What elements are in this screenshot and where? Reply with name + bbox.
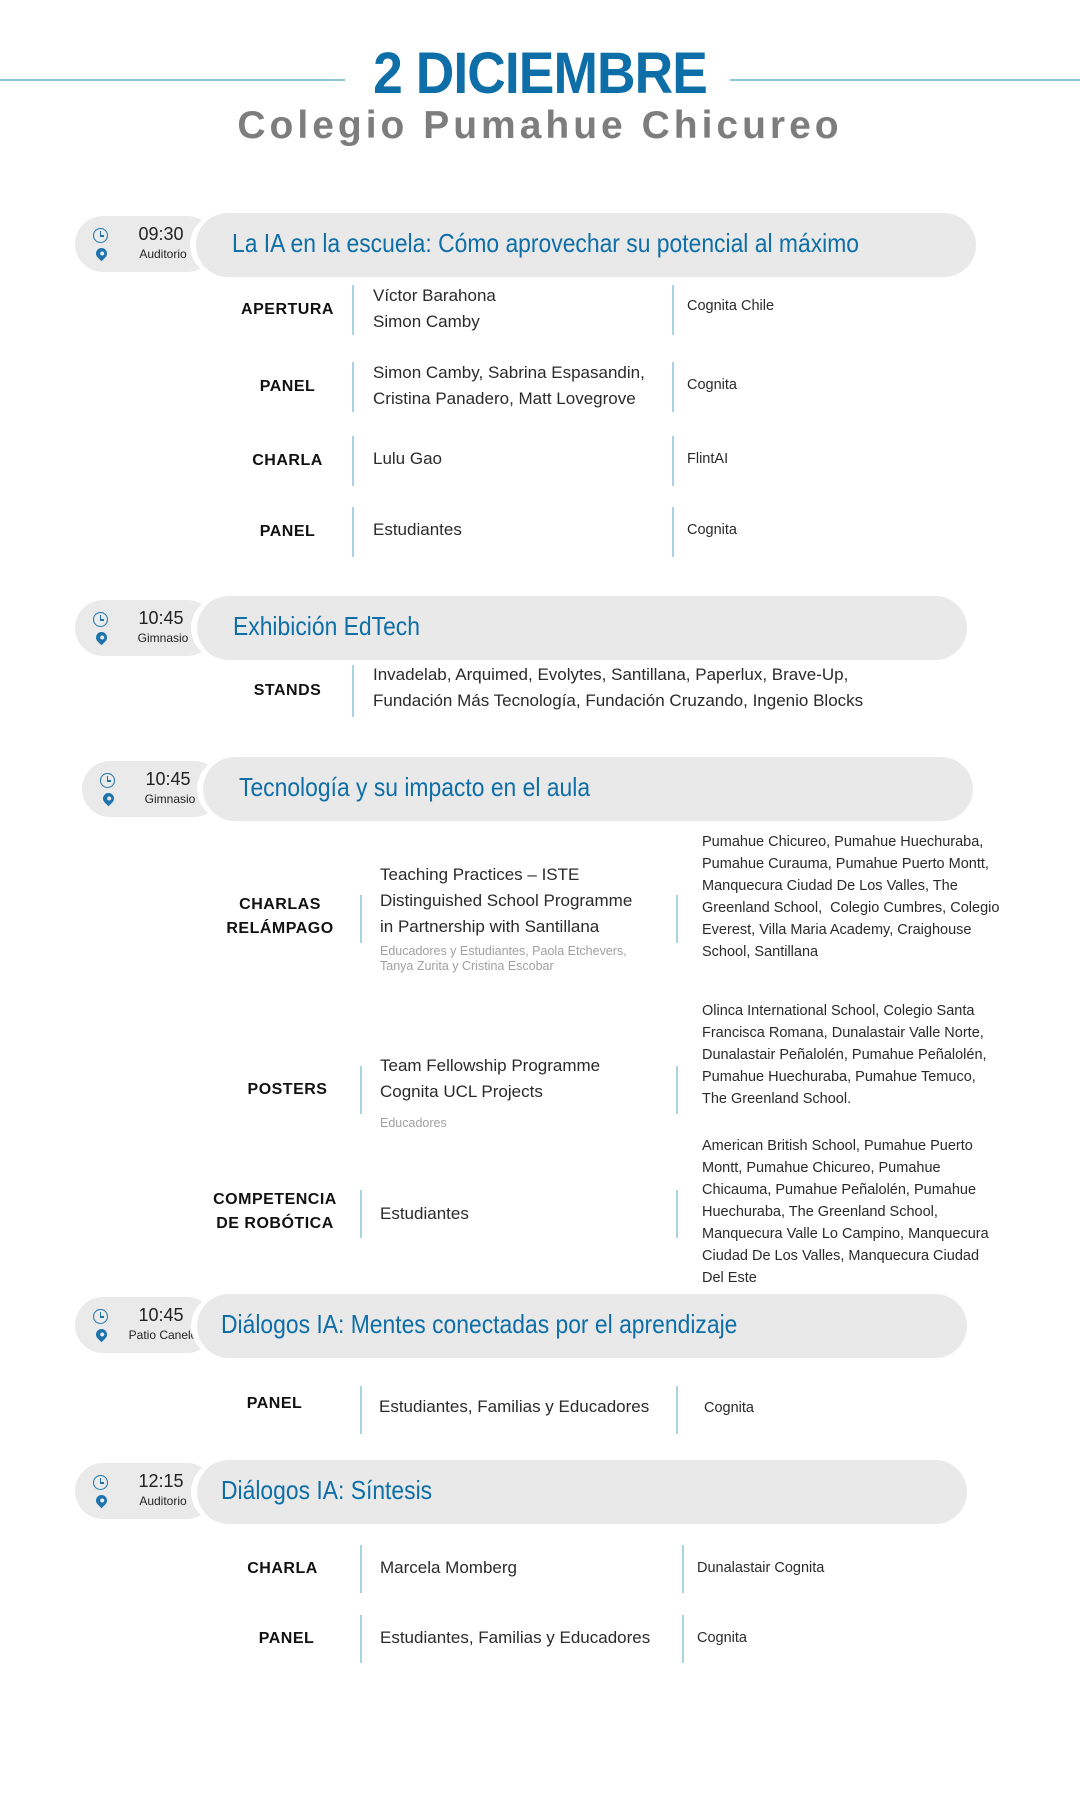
- row-organization: Cognita: [704, 1400, 754, 1416]
- row-label: PANEL: [246, 1395, 303, 1412]
- session-title: La IA en la escuela: Cómo aprovechar su potencial al máximo: [232, 228, 859, 258]
- session-title: Diálogos IA: Mentes conectadas por el aprendizaje: [221, 1309, 738, 1339]
- divider: [672, 507, 674, 557]
- row-label: PANEL: [259, 378, 316, 395]
- session-place: Patio Canelo: [128, 1328, 198, 1342]
- session-title-bar: [197, 596, 967, 660]
- location-pin-icon: [94, 246, 110, 262]
- divider: [360, 1190, 362, 1238]
- divider: [360, 1615, 362, 1663]
- session-title-bar: [197, 1294, 967, 1358]
- session-place: Auditorio: [139, 247, 187, 261]
- location-pin-icon: [94, 1493, 110, 1509]
- session-time: 09:30: [138, 224, 184, 244]
- row-speakers: Teaching Practices – ISTE Distinguished School Programme in Partnership with Santillana: [380, 865, 633, 936]
- row-exhibitors: Invadelab, Arquimed, Evolytes, Santillana, Paperlux, Brave-Up, Fundación Más Tecnología, Fundación Cruzando, Ingenio Blocks: [373, 665, 864, 710]
- session-time-badge: [75, 600, 215, 656]
- row-label: CHARLA: [247, 1560, 318, 1577]
- clock-icon: [93, 1475, 108, 1490]
- session-title: Tecnología y su impacto en el aula: [239, 772, 591, 802]
- row-organization: Pumahue Chicureo, Pumahue Huechuraba, Pumahue Curauma, Pumahue Puerto Montt, Manquecura Ciudad De Los Valles, The Greenland School, Colegio Cumbres, Colegio Everest, Villa Maria Academy, Craighouse School, Santillana: [702, 834, 1000, 960]
- row-label: PANEL: [258, 1630, 315, 1647]
- divider: [360, 1545, 362, 1593]
- divider: [676, 895, 678, 943]
- row-label: CHARLAS RELÁMPAGO: [226, 896, 334, 937]
- row-label: STANDS: [253, 682, 322, 699]
- row-organization: Cognita: [687, 377, 737, 393]
- row-speakers: Estudiantes: [373, 520, 462, 539]
- row-organization: Cognita: [697, 1630, 747, 1646]
- row-organization: FlintAI: [687, 451, 729, 467]
- row-speakers: Simon Camby, Sabrina Espasandin, Cristina Panadero, Matt Lovegrove: [373, 363, 645, 408]
- divider: [352, 285, 354, 335]
- session-time-badge: [75, 1463, 215, 1519]
- row-speakers: Estudiantes: [380, 1204, 469, 1223]
- row-label: CHARLA: [252, 452, 323, 469]
- divider: [360, 1386, 362, 1434]
- divider: [352, 507, 354, 557]
- divider: [352, 362, 354, 412]
- divider: [672, 285, 674, 335]
- session-time-badge: [75, 216, 215, 272]
- clock-icon: [93, 1309, 108, 1324]
- divider: [676, 1190, 678, 1238]
- session-title-bar: [196, 213, 976, 277]
- row-speakers: Estudiantes, Familias y Educadores: [379, 1397, 650, 1416]
- divider: [352, 665, 354, 717]
- divider: [682, 1545, 684, 1593]
- divider: [672, 362, 674, 412]
- session-time-badge: [82, 761, 222, 817]
- event-venue: Colegio Pumahue Chicureo: [237, 104, 843, 147]
- session-time-badge: [75, 1297, 215, 1353]
- session-title: Exhibición EdTech: [233, 611, 420, 641]
- session-time: 10:45: [138, 608, 184, 628]
- row-organization: Cognita: [687, 522, 737, 538]
- session-time: 10:45: [138, 1305, 184, 1325]
- row-speakers: Marcela Momberg: [380, 1558, 517, 1577]
- row-label: POSTERS: [247, 1081, 328, 1098]
- divider: [360, 895, 362, 943]
- row-speakers: Lulu Gao: [373, 449, 442, 468]
- divider: [672, 436, 674, 486]
- clock-icon: [100, 773, 115, 788]
- session-title: Diálogos IA: Síntesis: [221, 1475, 433, 1505]
- row-organization: Olinca International School, Colegio Santa Francisca Romana, Dunalastair Valle Norte, Dunalastair Peñalolén, Pumahue Peñalolén, Pumahue Huechuraba, Pumahue Temuco, The Greenland School.: [702, 1003, 987, 1107]
- row-speakers: Team Fellowship Programme Cognita UCL Projects: [380, 1056, 601, 1101]
- session-place: Gimnasio: [144, 792, 196, 806]
- row-organization: Dunalastair Cognita: [697, 1560, 825, 1576]
- location-pin-icon: [101, 791, 117, 807]
- row-label: APERTURA: [241, 301, 334, 318]
- session-time: 10:45: [145, 769, 191, 789]
- row-note: Educadores y Estudiantes, Paola Etchevers, Tanya Zurita y Cristina Escobar: [380, 944, 627, 973]
- clock-icon: [93, 228, 108, 243]
- row-organization: American British School, Pumahue Puerto Montt, Pumahue Chicureo, Pumahue Chicauma, Pumahue Peñalolén, Pumahue Huechuraba, The Greenland School, Manquecura Valle Lo Campino, Manquecura Ciudad De Los Valles, Manquecura Ciudad Del Este: [702, 1138, 989, 1286]
- divider: [676, 1066, 678, 1114]
- location-pin-icon: [94, 630, 110, 646]
- session-time: 12:15: [138, 1471, 184, 1491]
- row-speakers: Estudiantes, Familias y Educadores: [380, 1628, 651, 1647]
- row-note: Educadores: [380, 1116, 447, 1130]
- session-title-bar: [197, 1460, 967, 1524]
- row-speakers: Víctor Barahona Simon Camby: [373, 286, 496, 331]
- row-organization: Cognita Chile: [687, 298, 775, 314]
- row-label: PANEL: [259, 523, 316, 540]
- divider: [682, 1615, 684, 1663]
- session-place: Gimnasio: [137, 631, 189, 645]
- divider: [676, 1386, 678, 1434]
- row-label: COMPETENCIA DE ROBÓTICA: [213, 1191, 337, 1232]
- session-place: Auditorio: [139, 1494, 187, 1508]
- clock-icon: [93, 612, 108, 627]
- session-title-bar: [203, 757, 973, 821]
- divider: [360, 1066, 362, 1114]
- divider: [352, 436, 354, 486]
- location-pin-icon: [94, 1327, 110, 1343]
- event-date: 2 DICIEMBRE: [373, 41, 707, 106]
